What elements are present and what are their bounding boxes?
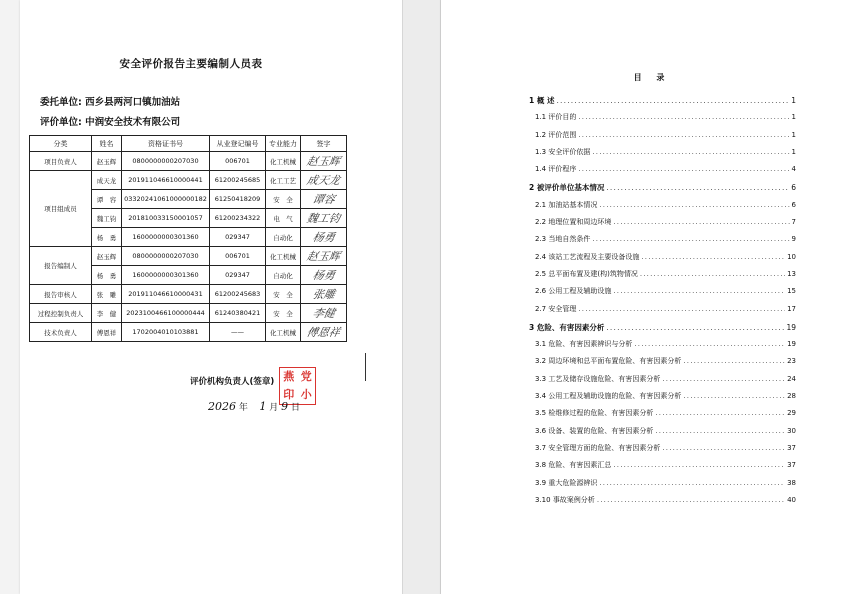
cell-category: 报告编制人 <box>30 247 92 285</box>
cell-signature <box>301 171 347 190</box>
toc-leader-dots <box>641 249 785 266</box>
cell-signature <box>301 266 347 285</box>
toc-entry-label: 2.5 总平面布置及建(构)筑物情况 <box>535 269 638 278</box>
toc-leader-dots <box>556 92 789 109</box>
header-reg: 从业登记编号 <box>210 136 266 152</box>
toc-entry-label: 1.2 评价范围 <box>535 130 577 139</box>
toc-leader-dots <box>613 214 789 231</box>
handwritten-signature: 成天龙 <box>305 174 342 187</box>
cell-pro: 安 全 <box>266 190 301 209</box>
toc-entry-page: 24 <box>787 374 796 383</box>
toc-entry[interactable] <box>529 492 796 509</box>
toc-leader-dots <box>599 197 789 214</box>
cell-category: 项目组成员 <box>30 171 92 247</box>
toc-entry-label: 1.4 评价程序 <box>535 165 577 174</box>
cell-category: 过程控制负责人 <box>30 304 92 323</box>
toc-title: 目 录 <box>633 73 671 82</box>
handwritten-signature: 李健 <box>311 307 336 320</box>
toc-entry-label: 3.2 周边环境和总平面布置危险、有害因素分析 <box>535 357 682 366</box>
toc-entry[interactable] <box>529 457 796 474</box>
cell-name: 张 雕 <box>92 285 122 304</box>
toc-entry-label: 2.3 当地自然条件 <box>535 235 591 244</box>
toc-entry[interactable] <box>529 144 796 161</box>
toc-entry[interactable] <box>529 92 796 109</box>
toc-entry[interactable] <box>529 231 796 248</box>
cell-reg: —— <box>210 323 266 342</box>
cell-category: 技术负责人 <box>30 323 92 342</box>
toc-leader-dots <box>606 319 784 336</box>
handwritten-signature: 谭容 <box>311 193 336 206</box>
toc-entry-page: 30 <box>787 426 796 435</box>
cell-category: 项目负责人 <box>30 152 92 171</box>
cell-name: 成天龙 <box>92 171 122 190</box>
cell-signature <box>301 247 347 266</box>
cell-reg: 029347 <box>210 228 266 247</box>
toc-entry-page: 37 <box>787 443 796 452</box>
toc-entry-label: 3.1 危险、有害因素辨识与分析 <box>535 340 633 349</box>
toc-entry-page: 19 <box>787 340 796 349</box>
cell-reg: 029347 <box>210 266 266 285</box>
toc-leader-dots <box>578 109 789 126</box>
toc-entry-page: 37 <box>787 461 796 470</box>
toc-entry-page: 6 <box>791 183 796 193</box>
toc-entry-label: 3.3 工艺及储存设施危险、有害因素分析 <box>535 374 661 383</box>
toc-entry-page: 19 <box>786 322 796 332</box>
toc-entry[interactable] <box>529 388 796 405</box>
toc-leader-dots <box>683 353 785 370</box>
toc-entry[interactable] <box>529 197 796 214</box>
date-month: 1 <box>259 400 267 413</box>
toc-entry-label: 2 被评价单位基本情况 <box>529 183 605 193</box>
toc-entry[interactable] <box>529 179 796 196</box>
toc-entry-label: 2.2 地理位置和周边环境 <box>535 218 612 227</box>
cell-name: 赵玉辉 <box>92 152 122 171</box>
toc-entry-label: 2.6 公用工程及辅助设施 <box>535 287 612 296</box>
toc-leader-dots <box>662 371 785 388</box>
responsible-signature-label: 评价机构负责人(签章) <box>190 377 275 387</box>
cell-cert: 201911046610000441 <box>122 171 210 190</box>
toc-entry[interactable] <box>529 423 796 440</box>
toc-entry-label: 1.3 安全评价依据 <box>535 147 591 156</box>
cell-signature <box>301 285 347 304</box>
toc-entry-page: 15 <box>787 287 796 296</box>
cell-pro: 化工工艺 <box>266 171 301 190</box>
cell-reg: 006701 <box>210 247 266 266</box>
toc-entry-label: 1.1 评价目的 <box>535 113 577 122</box>
toc-entry-label: 2.1 加油站基本情况 <box>535 200 598 209</box>
table-row <box>30 171 347 190</box>
cell-cert: 201911046610000431 <box>122 285 210 304</box>
stamp-char: 小 <box>300 388 312 401</box>
toc-leader-dots <box>578 127 789 144</box>
cell-cert: 2023100466100000444 <box>122 304 210 323</box>
cell-pro: 化工机械 <box>266 152 301 171</box>
staff-table-title: 安全评价报告主要编制人员表 <box>119 58 263 70</box>
client-label: 委托单位: <box>40 97 82 108</box>
cell-category: 报告审核人 <box>30 285 92 304</box>
toc-entry[interactable] <box>529 127 796 144</box>
cell-pro: 自动化 <box>266 266 301 285</box>
cell-name: 杨 勇 <box>92 228 122 247</box>
cell-reg: 61200245683 <box>210 285 266 304</box>
toc-entry-label: 3.5 检维修过程的危险、有害因素分析 <box>535 409 654 418</box>
toc-entry[interactable] <box>529 353 796 370</box>
cell-cert: 201810033150001057 <box>122 209 210 228</box>
handwritten-signature: 魏工钧 <box>305 212 342 225</box>
table-row <box>30 247 347 266</box>
toc-entry[interactable] <box>529 319 796 336</box>
cell-cert: 0800000000207030 <box>122 247 210 266</box>
toc-leader-dots <box>606 179 789 196</box>
toc-entry-page: 7 <box>791 218 796 227</box>
toc-leader-dots <box>634 336 785 353</box>
cell-pro: 安 全 <box>266 285 301 304</box>
toc-leader-dots <box>683 388 785 405</box>
toc-leader-dots <box>592 144 789 161</box>
cell-signature <box>301 304 347 323</box>
cell-name: 傅恩祥 <box>92 323 122 342</box>
toc-leader-dots <box>655 405 785 422</box>
toc-leader-dots <box>613 283 785 300</box>
evaluator-label: 评价单位: <box>40 117 82 128</box>
cell-cert: 1702004010103881 <box>122 323 210 342</box>
handwritten-signature: 赵玉辉 <box>305 155 342 168</box>
toc-entry[interactable] <box>529 475 796 492</box>
handwritten-signature: 赵玉辉 <box>305 250 342 263</box>
toc-entry-page: 40 <box>787 495 796 504</box>
date-year-unit: 年 <box>238 403 248 413</box>
header-name: 姓名 <box>92 136 122 152</box>
evaluator-name: 中润安全技术有限公司 <box>85 117 181 128</box>
toc-entry-page: 29 <box>787 409 796 418</box>
toc-entry-page: 17 <box>787 304 796 313</box>
client-line <box>40 94 180 108</box>
toc-entry-page: 9 <box>791 235 796 244</box>
toc-entry-label: 3 危险、有害因素分析 <box>529 322 605 332</box>
toc-entry-label: 3.10 事故案例分析 <box>535 495 595 504</box>
cell-cert: 0800000000207030 <box>122 152 210 171</box>
handwritten-signature: 杨勇 <box>311 269 336 282</box>
toc-entry-label: 3.4 公用工程及辅助设施的危险、有害因素分析 <box>535 392 682 401</box>
handwritten-signature: 杨勇 <box>311 231 336 244</box>
staff-table <box>29 135 347 342</box>
cell-pro: 化工机械 <box>266 247 301 266</box>
header-cert: 资格证书号 <box>122 136 210 152</box>
toc-entry-label: 2.7 安全管理 <box>535 304 577 313</box>
toc-entry[interactable] <box>529 249 796 266</box>
page-gutter <box>402 0 441 594</box>
cell-name: 赵玉辉 <box>92 247 122 266</box>
date-day: 9 <box>281 400 289 413</box>
header-pro: 专业能力 <box>266 136 301 152</box>
toc-entry-page: 1 <box>791 113 796 122</box>
toc-entry-label: 3.7 安全管理方面的危险、有害因素分析 <box>535 443 661 452</box>
toc-entry-label: 2.4 该站工艺流程及主要设备设施 <box>535 252 640 261</box>
toc-entry[interactable] <box>529 283 796 300</box>
date-day-unit: 日 <box>290 403 300 413</box>
cell-name: 魏工钧 <box>92 209 122 228</box>
toc-entry[interactable] <box>529 109 796 126</box>
evaluator-line <box>40 114 180 128</box>
cell-reg: 006701 <box>210 152 266 171</box>
toc-entry-page: 13 <box>787 269 796 278</box>
toc-leader-dots <box>597 492 785 509</box>
cell-cert: 03320241061000000182 <box>122 190 210 209</box>
cell-reg: 61240380421 <box>210 304 266 323</box>
date-year: 2026 <box>208 400 236 413</box>
toc-entry[interactable] <box>529 440 796 457</box>
cell-cert: 1600000000301360 <box>122 266 210 285</box>
toc-leader-dots <box>640 266 785 283</box>
toc-entry-label: 3.8 危险、有害因素汇总 <box>535 461 612 470</box>
toc-leader-dots <box>578 301 785 318</box>
cell-pro: 电 气 <box>266 209 301 228</box>
toc-leader-dots <box>578 161 789 178</box>
handwritten-signature: 傅恩祥 <box>305 326 342 339</box>
cell-signature <box>301 152 347 171</box>
cell-reg: 61250418209 <box>210 190 266 209</box>
table-row <box>30 304 347 323</box>
table-row <box>30 323 347 342</box>
cell-name: 谭 容 <box>92 190 122 209</box>
cell-signature <box>301 209 347 228</box>
header-category: 分类 <box>30 136 92 152</box>
margin-line <box>365 353 366 381</box>
toc-entry-label: 3.9 重大危险源辨识 <box>535 478 598 487</box>
handwritten-signature: 张雕 <box>311 288 336 301</box>
toc-entry[interactable] <box>529 266 796 283</box>
header-signature: 签字 <box>301 136 347 152</box>
toc-entry-page: 6 <box>791 200 796 209</box>
cell-pro: 自动化 <box>266 228 301 247</box>
sign-date <box>208 400 300 413</box>
toc-entry-label: 1 概 述 <box>529 96 555 105</box>
stamp-char: 印 <box>283 388 295 401</box>
stamp-char: 燕 <box>283 370 295 383</box>
toc-entry-page: 1 <box>791 130 796 139</box>
table-row <box>30 285 347 304</box>
toc-entry-page: 23 <box>787 357 796 366</box>
stamp-char: 党 <box>300 370 312 383</box>
toc-leader-dots <box>592 231 789 248</box>
toc-entry[interactable] <box>529 214 796 231</box>
toc-entry[interactable] <box>529 336 796 353</box>
toc-entry[interactable] <box>529 161 796 178</box>
cell-name: 杨 勇 <box>92 266 122 285</box>
cell-signature <box>301 190 347 209</box>
toc-entry-page: 4 <box>791 165 796 174</box>
date-month-unit: 月 <box>269 403 279 413</box>
table-header-row <box>30 136 347 152</box>
cell-reg: 61200234322 <box>210 209 266 228</box>
toc-entry-page: 38 <box>787 478 796 487</box>
toc-leader-dots <box>655 423 785 440</box>
cell-name: 李 健 <box>92 304 122 323</box>
cell-reg: 61200245685 <box>210 171 266 190</box>
cell-cert: 1600000000301360 <box>122 228 210 247</box>
toc-entry-page: 28 <box>787 392 796 401</box>
toc-entry[interactable] <box>529 371 796 388</box>
toc-entry-page: 1 <box>791 147 796 156</box>
toc-leader-dots <box>662 440 785 457</box>
toc-entry[interactable] <box>529 405 796 422</box>
toc-entry[interactable] <box>529 301 796 318</box>
client-name: 西乡县两河口镇加油站 <box>85 97 181 108</box>
table-row <box>30 152 347 171</box>
toc-leader-dots <box>613 457 785 474</box>
cell-pro: 化工机械 <box>266 323 301 342</box>
toc-entry-page: 1 <box>791 96 796 105</box>
toc-leader-dots <box>599 475 785 492</box>
cell-signature <box>301 228 347 247</box>
toc-entry-label: 3.6 设备、装置的危险、有害因素分析 <box>535 426 654 435</box>
toc-entry-page: 10 <box>787 252 796 261</box>
cell-signature <box>301 323 347 342</box>
table-of-contents <box>529 92 796 509</box>
cell-pro: 安 全 <box>266 304 301 323</box>
